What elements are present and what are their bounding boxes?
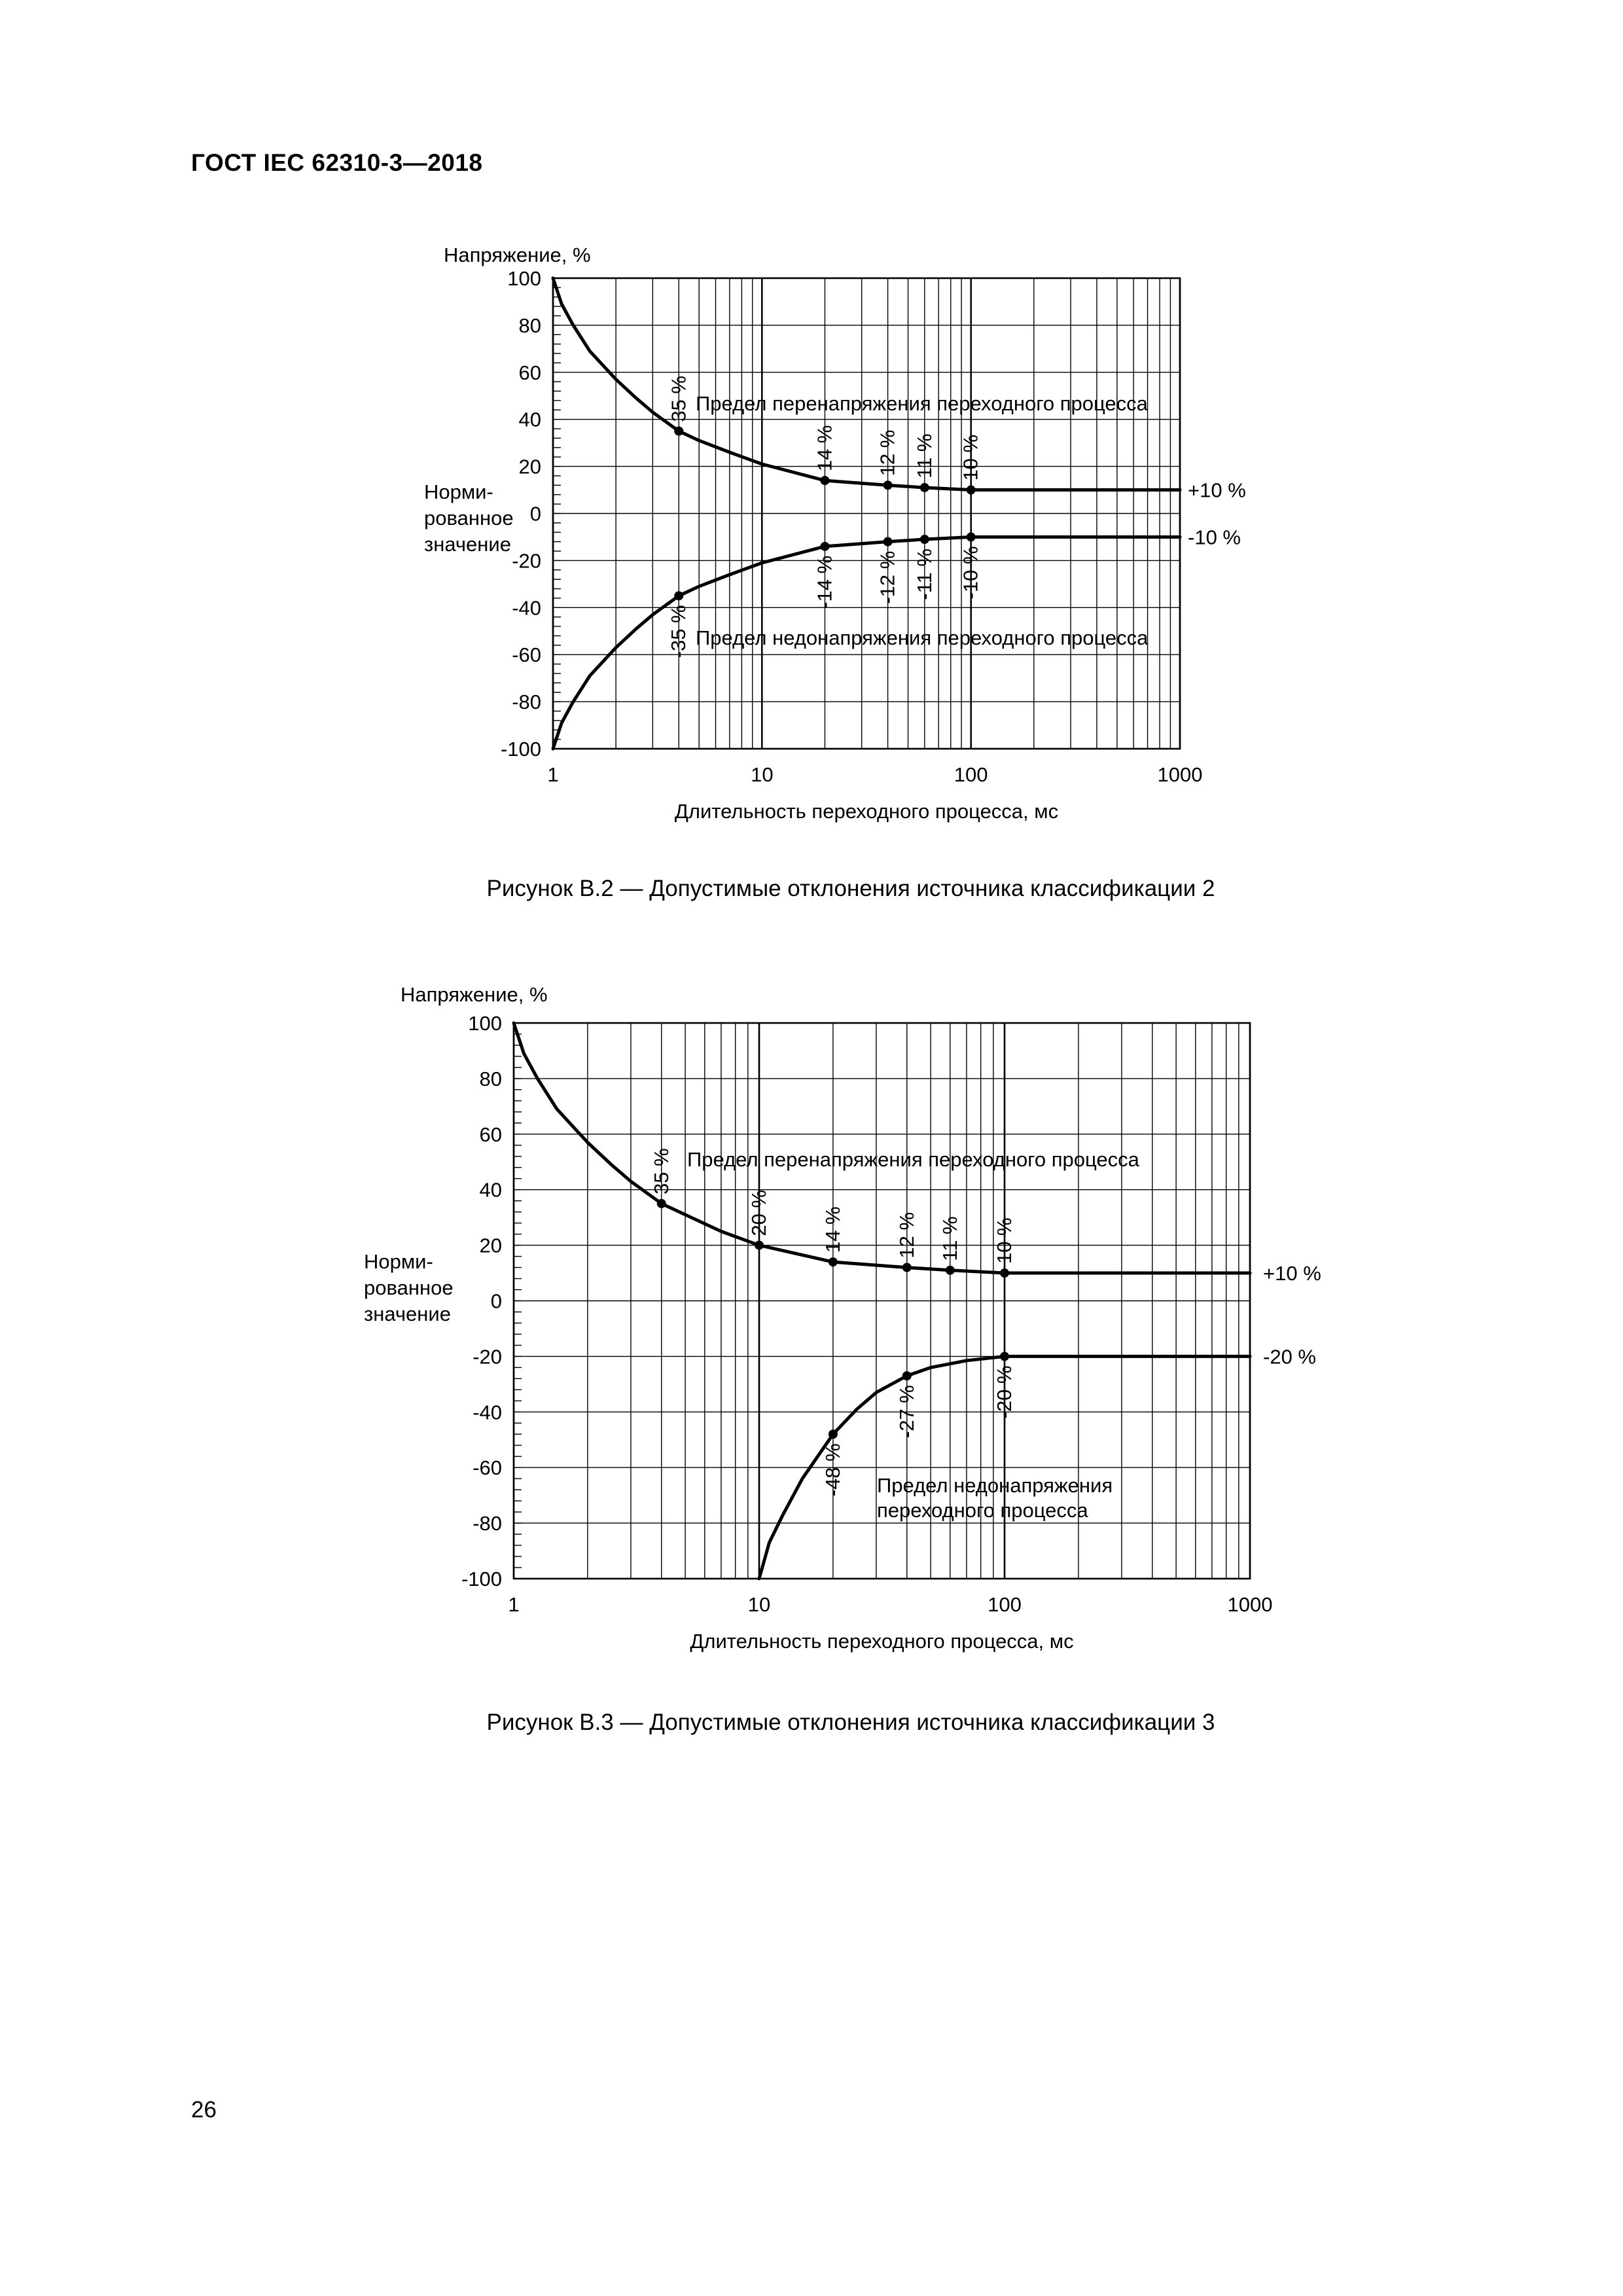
data-point — [755, 1241, 764, 1250]
data-point — [829, 1429, 838, 1439]
document-header: ГОСТ IEC 62310-3—2018 — [191, 149, 483, 176]
y-tick-label: 20 — [479, 1234, 502, 1257]
y-side-label: Норми- — [364, 1250, 433, 1273]
series-end-label: +10 % — [1263, 1262, 1321, 1285]
data-point — [829, 1257, 838, 1266]
x-tick-label: 1000 — [1227, 1593, 1273, 1616]
data-label: 11 % — [912, 433, 936, 478]
data-label: 14 % — [821, 1206, 844, 1253]
x-tick-label: 1000 — [1157, 763, 1203, 786]
series-end-label: -20 % — [1263, 1345, 1316, 1369]
x-tick-label: 1 — [508, 1593, 520, 1616]
series-annotation: Предел перенапряжения переходного процесса — [687, 1148, 1139, 1171]
y-side-label: Норми- — [424, 480, 493, 503]
data-label: -20 % — [993, 1365, 1016, 1419]
data-label: 10 % — [959, 434, 982, 481]
data-label: -12 % — [876, 550, 899, 604]
data-label: 20 % — [747, 1189, 770, 1236]
data-label: -10 % — [959, 546, 982, 600]
y-tick-label: -40 — [473, 1401, 502, 1424]
y-tick-label: 40 — [518, 408, 541, 431]
data-point — [1000, 1352, 1009, 1361]
data-label: -35 % — [667, 605, 690, 658]
data-point — [946, 1266, 955, 1275]
y-side-label: рованное — [424, 507, 514, 529]
data-label: 12 % — [876, 429, 899, 476]
y-tick-label: 100 — [507, 267, 541, 290]
x-tick-label: 100 — [988, 1593, 1022, 1616]
y-side-label: значение — [364, 1302, 451, 1325]
data-point — [902, 1263, 912, 1272]
x-tick-label: 100 — [954, 763, 988, 786]
data-label: 10 % — [993, 1217, 1016, 1265]
data-label: -14 % — [813, 555, 836, 609]
data-label: -11 % — [912, 548, 936, 600]
y-tick-label: 60 — [518, 361, 541, 384]
y-tick-label: 0 — [529, 502, 541, 526]
x-tick-label: 10 — [747, 1593, 771, 1616]
y-tick-label: 40 — [479, 1178, 502, 1202]
data-label: -27 % — [895, 1385, 918, 1439]
figure-b3-caption: Рисунок В.3 — Допустимые отклонения источника классификации 3 — [486, 1710, 1215, 1735]
data-label: 35 % — [667, 376, 690, 422]
y-axis-label: Напряжение, % — [444, 243, 591, 266]
x-tick-label: 10 — [751, 763, 774, 786]
y-tick-label: -20 — [512, 549, 541, 573]
y-tick-label: -60 — [473, 1456, 502, 1480]
series-annotation: переходного процесса — [877, 1499, 1088, 1522]
y-tick-label: 20 — [518, 455, 541, 478]
y-tick-label: -40 — [512, 596, 541, 620]
x-axis-label: Длительность переходного процесса, мс — [690, 1630, 1074, 1653]
y-tick-label: 80 — [518, 314, 541, 337]
y-tick-label: 100 — [468, 1012, 502, 1035]
data-label: 11 % — [938, 1216, 961, 1261]
data-label: 35 % — [649, 1148, 673, 1194]
figure-b2-caption: Рисунок В.2 — Допустимые отклонения источника классификации 2 — [486, 876, 1215, 901]
series-annotation: Предел перенапряжения переходного процесса — [696, 392, 1148, 415]
data-label: 14 % — [813, 425, 836, 472]
x-tick-label: 1 — [547, 763, 559, 786]
series-end-label: -10 % — [1188, 526, 1241, 549]
y-tick-label: 0 — [490, 1289, 502, 1313]
data-label: 12 % — [895, 1211, 918, 1259]
series-annotation: Предел недонапряжения переходного процесса — [696, 626, 1149, 649]
series-annotation: Предел недонапряжения — [877, 1474, 1113, 1497]
y-tick-label: -100 — [461, 1568, 502, 1590]
data-label: -48 % — [821, 1443, 844, 1497]
y-axis-label: Напряжение, % — [401, 983, 548, 1006]
page-number: 26 — [191, 2097, 217, 2123]
y-side-label: рованное — [364, 1276, 454, 1299]
y-tick-label: 80 — [479, 1067, 502, 1090]
y-side-label: значение — [424, 533, 511, 556]
x-axis-label: Длительность переходного процесса, мс — [674, 800, 1059, 823]
y-tick-label: -80 — [473, 1512, 502, 1535]
y-tick-label: -100 — [500, 738, 541, 761]
y-tick-label: -60 — [512, 643, 541, 667]
y-tick-label: 60 — [479, 1122, 502, 1146]
y-tick-label: -20 — [473, 1345, 502, 1369]
y-tick-label: -80 — [512, 691, 541, 714]
data-point — [902, 1371, 912, 1380]
data-point — [1000, 1268, 1009, 1278]
data-point — [657, 1199, 666, 1208]
series-end-label: +10 % — [1188, 478, 1246, 502]
